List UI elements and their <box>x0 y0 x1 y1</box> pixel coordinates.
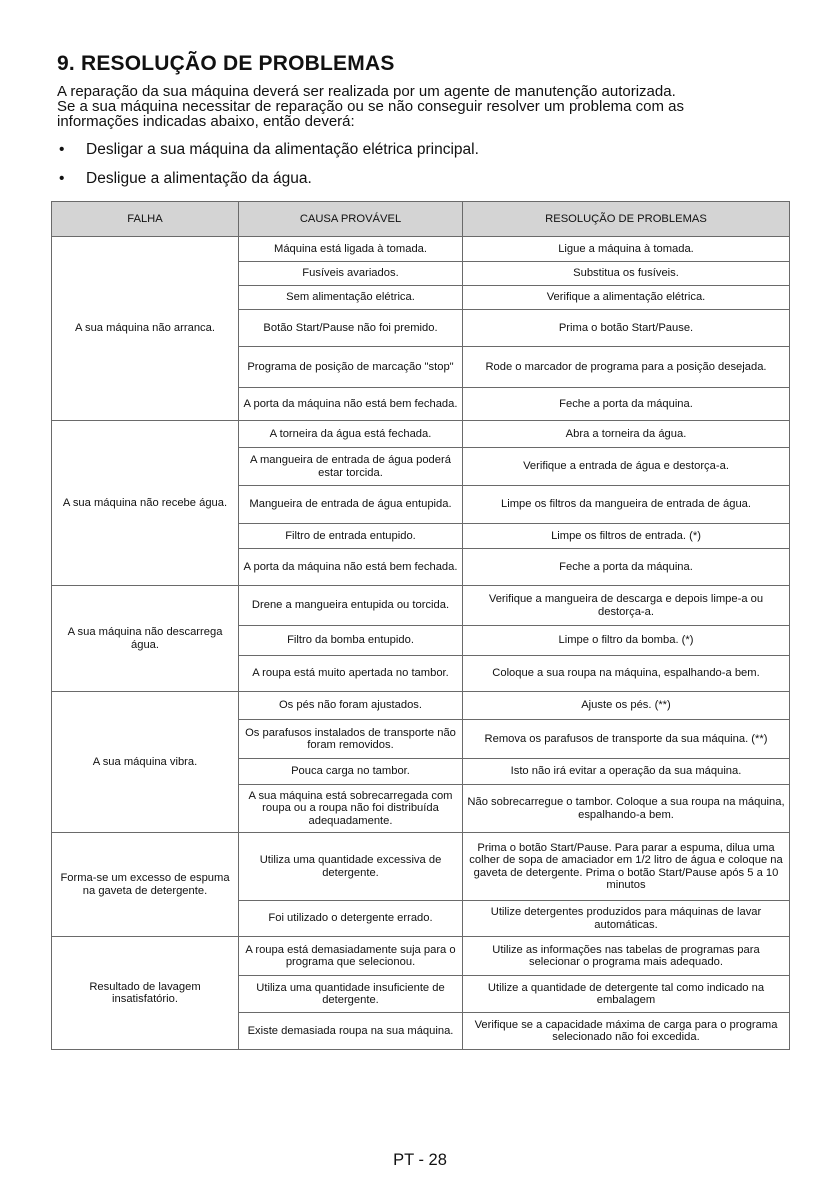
cause-cell: Foi utilizado o detergente errado. <box>239 901 463 937</box>
header-solution: RESOLUÇÃO DE PROBLEMAS <box>463 202 790 237</box>
cause-cell: Máquina está ligada à tomada. <box>239 237 463 262</box>
solution-cell: Limpe os filtros da mangueira de entrada de água. <box>463 486 790 524</box>
fault-cell: A sua máquina não descarrega água. <box>52 586 239 692</box>
cause-cell: Botão Start/Pause não foi premido. <box>239 310 463 347</box>
solution-cell: Remova os parafusos de transporte da sua máquina. (**) <box>463 720 790 759</box>
table-body <box>52 237 790 1050</box>
table-row <box>52 421 790 448</box>
cause-cell: Pouca carga no tambor. <box>239 759 463 785</box>
solution-cell: Feche a porta da máquina. <box>463 388 790 421</box>
cause-cell: A roupa está muito apertada no tambor. <box>239 656 463 692</box>
section-title: 9. RESOLUÇÃO DE PROBLEMAS <box>57 52 395 75</box>
solution-cell: Substitua os fusíveis. <box>463 262 790 286</box>
cause-cell: Fusíveis avariados. <box>239 262 463 286</box>
cause-cell: Filtro de entrada entupido. <box>239 524 463 549</box>
solution-cell: Limpe o filtro da bomba. (*) <box>463 626 790 656</box>
solution-cell: Verifique se a capacidade máxima de carga para o programa selecionado não foi excedida. <box>463 1013 790 1050</box>
cause-cell: Utiliza uma quantidade insuficiente de detergente. <box>239 976 463 1013</box>
solution-cell: Ajuste os pés. (**) <box>463 692 790 720</box>
solution-cell: Coloque a sua roupa na máquina, espalhando-a bem. <box>463 656 790 692</box>
instruction-text: Desligar a sua máquina da alimentação elétrica principal. <box>86 141 479 158</box>
troubleshooting-table <box>51 201 790 1050</box>
solution-cell: Utilize as informações nas tabelas de programas para selecionar o programa mais adequado. <box>463 937 790 976</box>
fault-cell: Resultado de lavagem insatisfatório. <box>52 937 239 1050</box>
bullet-icon: • <box>59 170 65 187</box>
bullet-icon: • <box>59 141 65 158</box>
table-row <box>52 237 790 262</box>
table-row <box>52 586 790 626</box>
intro-line: Se a sua máquina necessitar de reparação ou se não conseguir resolver um problema com as <box>57 98 685 115</box>
table-row <box>52 692 790 720</box>
cause-cell: Os pés não foram ajustados. <box>239 692 463 720</box>
cause-cell: Filtro da bomba entupido. <box>239 626 463 656</box>
cause-cell: Utiliza uma quantidade excessiva de detergente. <box>239 833 463 901</box>
solution-cell: Utilize a quantidade de detergente tal como indicado na embalagem <box>463 976 790 1013</box>
solution-cell: Abra a torneira da água. <box>463 421 790 448</box>
solution-cell: Rode o marcador de programa para a posição desejada. <box>463 347 790 388</box>
cause-cell: Os parafusos instalados de transporte não foram removidos. <box>239 720 463 759</box>
instruction-text: Desligue a alimentação da água. <box>86 170 312 187</box>
solution-cell: Isto não irá evitar a operação da sua máquina. <box>463 759 790 785</box>
page-number: PT - 28 <box>393 1151 447 1169</box>
intro-line: A reparação da sua máquina deverá ser realizada por um agente de manutenção autorizada. <box>57 83 676 100</box>
cause-cell: Programa de posição de marcação "stop" <box>239 347 463 388</box>
cause-cell: A sua máquina está sobrecarregada com roupa ou a roupa não foi distribuída adequadamente. <box>239 785 463 833</box>
solution-cell: Verifique a alimentação elétrica. <box>463 286 790 310</box>
header-fault: FALHA <box>52 202 239 237</box>
fault-cell: Forma-se um excesso de espuma na gaveta de detergente. <box>52 833 239 937</box>
solution-cell: Ligue a máquina à tomada. <box>463 237 790 262</box>
instruction-list <box>57 136 479 194</box>
cause-cell: A mangueira de entrada de água poderá estar torcida. <box>239 448 463 486</box>
solution-cell: Verifique a entrada de água e destorça-a. <box>463 448 790 486</box>
intro-text <box>57 84 797 129</box>
cause-cell: A porta da máquina não está bem fechada. <box>239 549 463 586</box>
cause-cell: Drene a mangueira entupida ou torcida. <box>239 586 463 626</box>
solution-cell: Utilize detergentes produzidos para máquinas de lavar automáticas. <box>463 901 790 937</box>
solution-cell: Prima o botão Start/Pause. <box>463 310 790 347</box>
fault-cell: A sua máquina não arranca. <box>52 237 239 421</box>
cause-cell: A porta da máquina não está bem fechada. <box>239 388 463 421</box>
table-row <box>52 937 790 976</box>
solution-cell: Prima o botão Start/Pause. Para parar a espuma, dilua uma colher de sopa de amaciador em 1/2 litro de água e coloque na gaveta de detergente. Prima o botão Start/Pause após 5 a 10 minutos <box>463 833 790 901</box>
fault-cell: A sua máquina não recebe água. <box>52 421 239 586</box>
cause-cell: A roupa está demasiadamente suja para o programa que selecionou. <box>239 937 463 976</box>
solution-cell: Não sobrecarregue o tambor. Coloque a sua roupa na máquina, espalhando-a bem. <box>463 785 790 833</box>
table-row <box>52 833 790 901</box>
fault-cell: A sua máquina vibra. <box>52 692 239 833</box>
solution-cell: Feche a porta da máquina. <box>463 549 790 586</box>
intro-line: informações indicadas abaixo, então deverá: <box>57 113 355 130</box>
cause-cell: Existe demasiada roupa na sua máquina. <box>239 1013 463 1050</box>
solution-cell: Limpe os filtros de entrada. (*) <box>463 524 790 549</box>
table-header-row <box>52 202 790 237</box>
instruction-item <box>57 136 479 165</box>
instruction-item <box>57 165 479 194</box>
header-cause: CAUSA PROVÁVEL <box>239 202 463 237</box>
cause-cell: Sem alimentação elétrica. <box>239 286 463 310</box>
solution-cell: Verifique a mangueira de descarga e depois limpe-a ou destorça-a. <box>463 586 790 626</box>
cause-cell: Mangueira de entrada de água entupida. <box>239 486 463 524</box>
cause-cell: A torneira da água está fechada. <box>239 421 463 448</box>
